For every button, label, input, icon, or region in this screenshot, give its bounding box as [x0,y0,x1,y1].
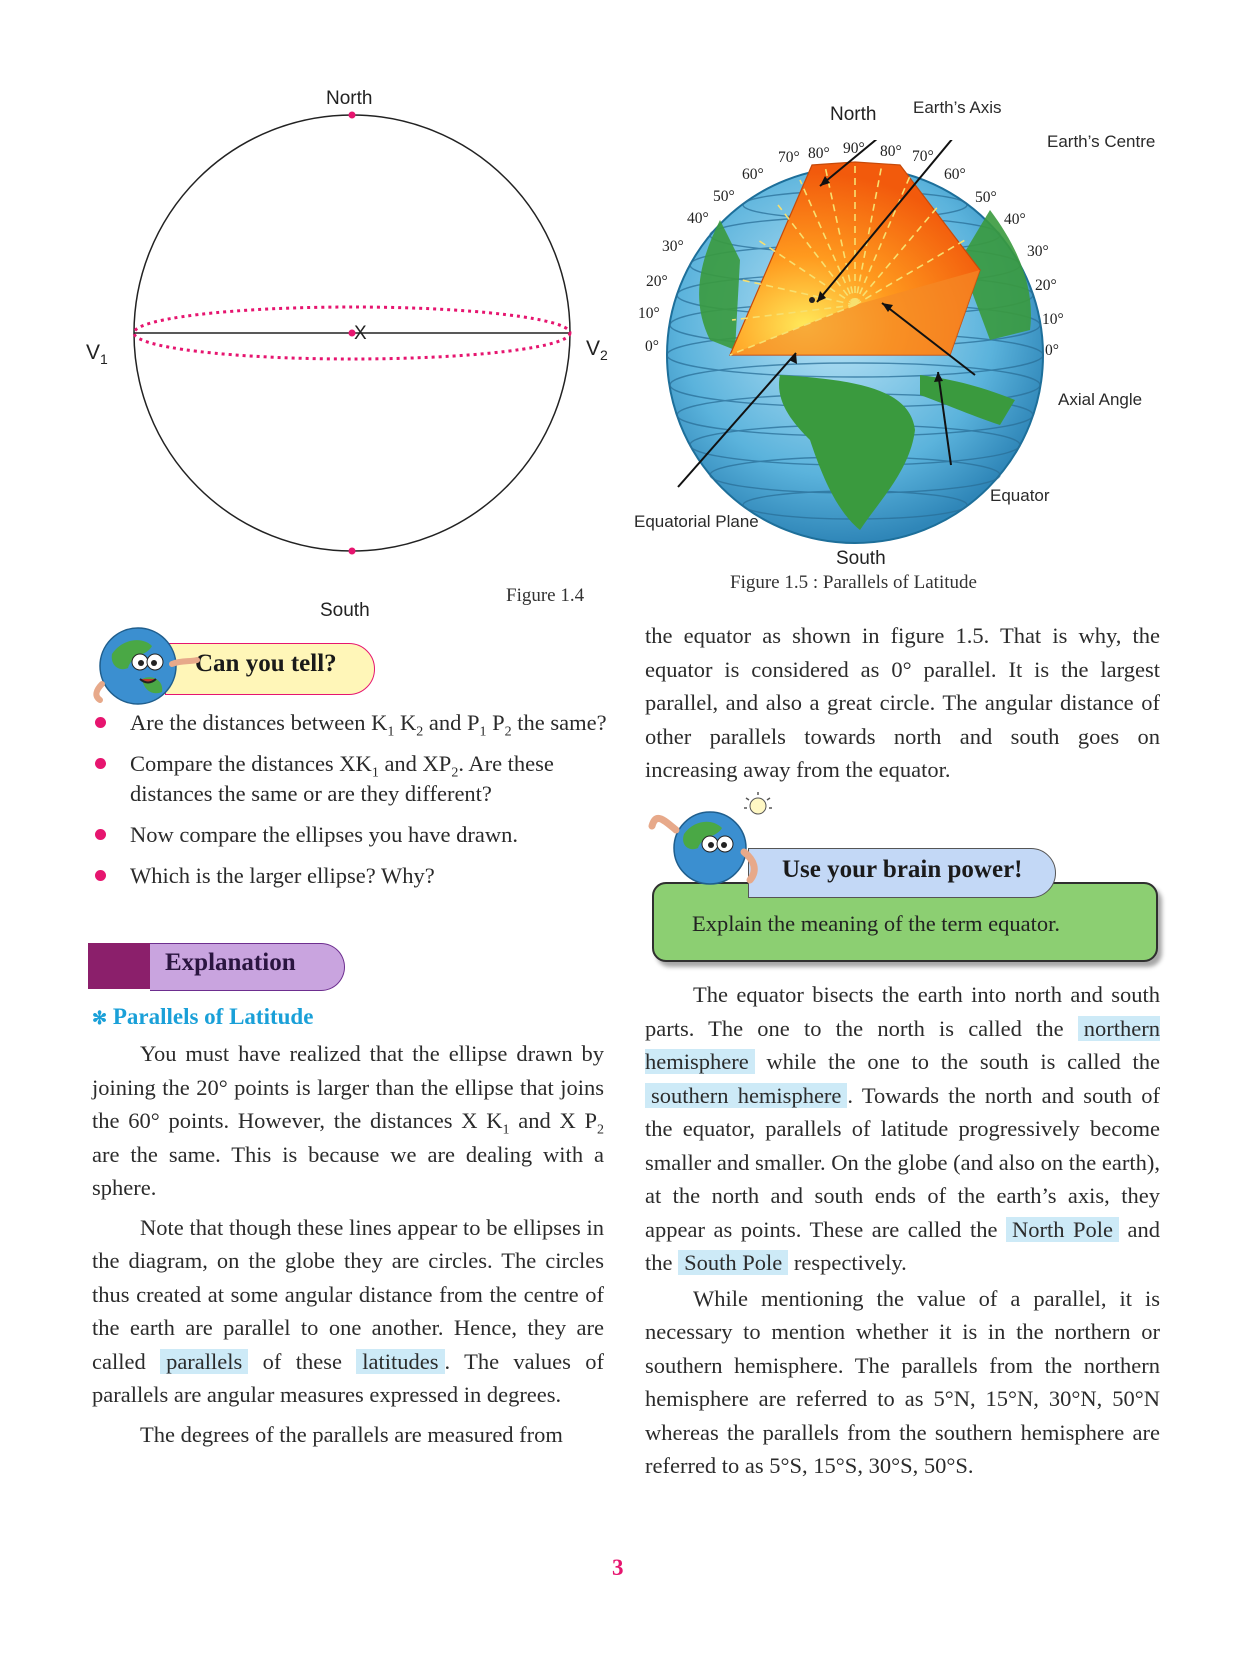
thinking-globe-mascot-icon [646,790,774,890]
deg-left-30: 30° [662,238,684,255]
figure15-equator-label: Equator [990,486,1050,505]
deg-top-80: 80° [880,143,902,160]
figure15-equatorial-plane-label: Equatorial Plane [634,512,759,531]
deg-right-30: 30° [1027,243,1049,260]
explanation-paragraph-3: The degrees of the parallels are measured from [140,1421,563,1447]
figure14-v1-label: $V_1$ [86,341,108,368]
deg-top-90: 90° [843,140,865,157]
bullet-dot [95,717,106,728]
question-1: Are the distances between $K_1$ $K_2$ and $P_1$ $P_2$ the same? [92,708,612,738]
can-you-tell-title: Can you tell? [195,650,337,677]
bullet-dot [95,870,106,881]
bullet-dot [95,758,106,769]
deg-left-70: 70° [778,149,800,166]
deg-left-40: 40° [687,210,709,227]
deg-right-50: 50° [975,189,997,206]
deg-right-40: 40° [1004,211,1026,228]
can-you-tell-questions [92,708,612,902]
deg-right-0: 0° [1045,342,1059,359]
right-intro-paragraph: the equator as shown in figure 1.5. That is why, the equator is considered as 0° parallel. It is the largest parallel, and also a great circle. The angular distance of other parallels towards north and south goes on increasing away from the equator. [645,623,1160,782]
parallels-subheading: ✻ Parallels of Latitude [92,1004,314,1029]
figure15-axial-angle-label: Axial Angle [1058,390,1143,409]
explanation-banner-bar [88,943,150,989]
deg-top-70: 70° [912,148,934,165]
question-4: Which is the larger ellipse? Why? [92,861,612,891]
figure14-x-label: X [354,323,367,344]
deg-left-50: 50° [713,188,735,205]
figure15-caption: Figure 1.5 : Parallels of Latitude [730,572,977,593]
question-3: Now compare the ellipses you have drawn. [92,820,612,850]
hemisphere-paragraph: The equator bisects the earth into north and south parts. The one to the north is called the northern hemisphere while the one to the south is called the southern hemisphere . Towards the north and south of the equator, parallels of latitude progressively become smaller and smaller. On the globe (and also on the earth), at the north and south ends of the earth’s axis, they appear as points. These are called the North Pole and the South Pole respectively. [645,982,1160,1275]
deg-left-60: 60° [742,166,764,183]
explanation-body [92,1037,604,1451]
figure14-south-label: South [320,600,370,621]
deg-left-10: 10° [638,305,660,322]
deg-right-60: 60° [944,166,966,183]
deg-left-20: 20° [646,273,668,290]
deg-left-80: 80° [808,145,830,162]
deg-right-10: 10° [1042,311,1064,328]
question-2: Compare the distances $XK_1$ and $XP_2$. Are these distances the same or are they different? [92,749,612,809]
highlight-north-pole: North Pole [1006,1217,1119,1242]
right-body [645,978,1160,1483]
figure15-earth-centre-label: Earth’s Centre [1047,132,1156,151]
figure15-south-label: South [836,548,886,569]
figure14-v2-label: $V_2$ [586,337,608,364]
explanation-paragraph-2: Note that though these lines appear to be ellipses in the diagram, on the globe they are circles. The circles thus created at some angular distance from the centre of the earth are parallel to one another. Hence, they are called parallels of these latitudes . The values of parallels are angular measures expressed in degrees. [92,1214,604,1407]
highlight-latitudes: latitudes [356,1349,444,1374]
highlight-parallels: parallels [160,1349,248,1374]
explanation-paragraph-1: You must have realized that the ellipse drawn by joining the 20° points is larger than the ellipse that joins the 60° points. However, the distances X $K_1$ and X $P_2$ are the same. This is because we are dealing with a sphere. [92,1041,604,1200]
highlight-northern-hemisphere: northern hemisphere [645,1015,1160,1074]
figure-1-4-diagram [80,90,600,610]
figure15-earth-axis-label: Earth’s Axis [913,98,1002,117]
page-number: 3 [612,1555,624,1580]
highlight-south-pole: South Pole [678,1250,788,1275]
brain-power-question: Explain the meaning of the term equator. [692,911,1061,936]
parallel-value-paragraph: While mentioning the value of a parallel, it is necessary to mention whether it is in the northern or southern hemisphere. The parallels from the northern hemisphere are referred to as 5°N, 15°N, 30°N, 50°N whereas the parallels from the southern hemisphere are referred to as 5°S, 15°S, 30°S, 50°S. [645,1285,1160,1478]
deg-left-0: 0° [645,338,659,355]
figure15-north-label: North [830,104,877,125]
globe-mascot-icon [92,624,202,708]
figure14-caption: Figure 1.4 [506,585,585,606]
bullet-dot [95,829,106,840]
deg-right-20: 20° [1035,277,1057,294]
brain-power-title: Use your brain power! [782,856,1023,883]
star-icon: ✻ [92,1008,108,1028]
highlight-southern-hemisphere: southern hemisphere [645,1083,847,1108]
figure14-north-label: North [326,88,373,109]
explanation-title: Explanation [165,949,296,976]
